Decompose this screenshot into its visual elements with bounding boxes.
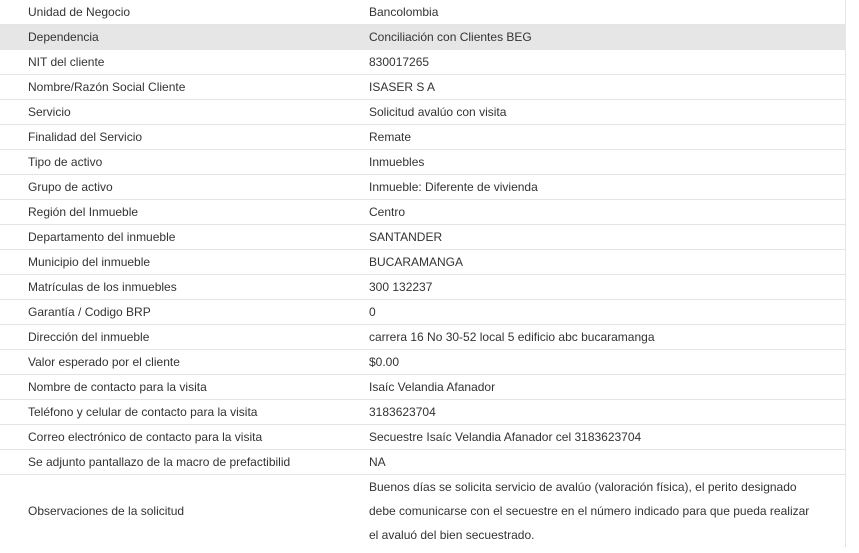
field-label: NIT del cliente bbox=[28, 55, 105, 69]
field-value: 830017265 bbox=[369, 55, 430, 69]
row-unidad-negocio bbox=[0, 0, 845, 25]
field-value: Buenos días se solicita servicio de avalúo (valoración física), el perito designado debe comunicarse con el secuestre en el número indicado para que pueda realizar el avaluó del bien secuestrado. bbox=[369, 480, 810, 542]
row-nombre-contacto bbox=[0, 375, 845, 400]
field-value: BUCARAMANGA bbox=[369, 255, 464, 269]
field-label: Región del Inmueble bbox=[28, 205, 139, 219]
row-tipo-activo bbox=[0, 150, 845, 175]
row-telefono-contacto bbox=[0, 400, 845, 425]
field-value: NA bbox=[369, 455, 386, 469]
field-value: ISASER S A bbox=[369, 80, 436, 94]
row-servicio bbox=[0, 100, 845, 125]
field-label: Se adjunto pantallazo de la macro de prefactibilid bbox=[28, 455, 291, 469]
field-label: Municipio del inmueble bbox=[28, 255, 151, 269]
field-label: Observaciones de la solicitud bbox=[28, 504, 185, 518]
field-value: Secuestre Isaíc Velandia Afanador cel 3183623704 bbox=[369, 430, 642, 444]
field-label: Dirección del inmueble bbox=[28, 330, 150, 344]
field-label: Finalidad del Servicio bbox=[28, 130, 143, 144]
field-label: Nombre de contacto para la visita bbox=[28, 380, 207, 394]
field-value: Solicitud avalúo con visita bbox=[369, 105, 507, 119]
row-region-inmueble bbox=[0, 200, 845, 225]
field-value: SANTANDER bbox=[369, 230, 443, 244]
field-value: 300 132237 bbox=[369, 280, 433, 294]
field-label: Nombre/Razón Social Cliente bbox=[28, 80, 186, 94]
field-value: $0.00 bbox=[369, 355, 400, 369]
field-label: Teléfono y celular de contacto para la visita bbox=[28, 405, 258, 419]
row-municipio-inmueble bbox=[0, 250, 845, 275]
field-label: Dependencia bbox=[28, 30, 99, 44]
field-value: Centro bbox=[369, 205, 406, 219]
field-label: Unidad de Negocio bbox=[28, 5, 131, 19]
row-correo-contacto bbox=[0, 425, 845, 450]
field-value: carrera 16 No 30-52 local 5 edificio abc bucaramanga bbox=[369, 330, 655, 344]
row-observaciones bbox=[0, 475, 845, 547]
field-value: 0 bbox=[369, 305, 376, 319]
field-label: Valor esperado por el cliente bbox=[28, 355, 180, 369]
field-label: Correo electrónico de contacto para la visita bbox=[28, 430, 263, 444]
scroll-gutter bbox=[846, 0, 859, 553]
field-label: Matrículas de los inmuebles bbox=[28, 280, 177, 294]
field-value: Inmueble: Diferente de vivienda bbox=[369, 180, 538, 194]
field-label: Garantía / Codigo BRP bbox=[28, 305, 151, 319]
field-value: Inmuebles bbox=[369, 155, 425, 169]
row-dependencia bbox=[0, 25, 845, 50]
row-garantia-codigo-brp bbox=[0, 300, 845, 325]
field-label: Grupo de activo bbox=[28, 180, 113, 194]
field-value: Conciliación con Clientes BEG bbox=[369, 30, 532, 44]
field-label: Servicio bbox=[28, 105, 71, 119]
field-value: 3183623704 bbox=[369, 405, 436, 419]
row-grupo-activo bbox=[0, 175, 845, 200]
row-razon-social bbox=[0, 75, 845, 100]
field-label: Tipo de activo bbox=[28, 155, 103, 169]
field-label: Departamento del inmueble bbox=[28, 230, 176, 244]
row-nit-cliente bbox=[0, 50, 845, 75]
row-direccion-inmueble bbox=[0, 325, 845, 350]
row-valor-esperado bbox=[0, 350, 845, 375]
field-value: Bancolombia bbox=[369, 5, 439, 19]
row-finalidad-servicio bbox=[0, 125, 845, 150]
field-value: Isaíc Velandia Afanador bbox=[369, 380, 496, 394]
field-value: Remate bbox=[369, 130, 412, 144]
row-departamento-inmueble bbox=[0, 225, 845, 250]
row-matriculas-inmuebles bbox=[0, 275, 845, 300]
row-pantallazo-macro bbox=[0, 450, 845, 475]
